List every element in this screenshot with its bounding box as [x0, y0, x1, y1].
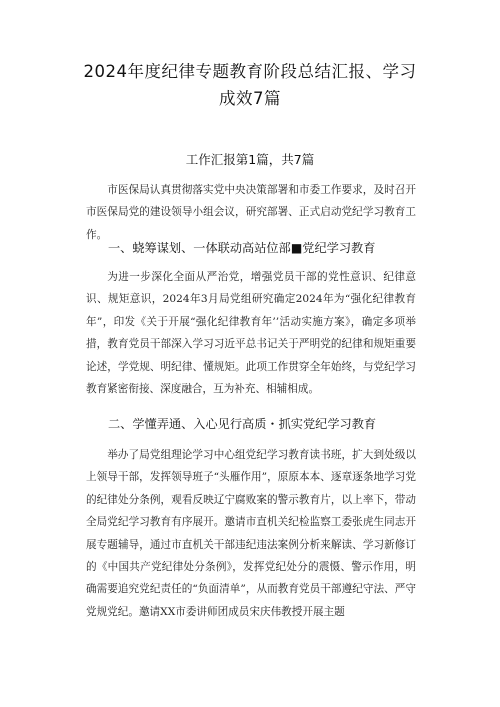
paragraph-2: 为进一步深化全面从严治党，增强党员干部的党性意识、纪律意识、规矩意识，2024年3月局党组研究确定2024年为“强化纪律教育年”，印发《关于开展“强化纪律教育年’’活动实施方案》，确定多项举措，教育党员干部深入学习习近平总书记关于严明党的纪律和规矩重要论述，学党规、明纪律、懂规矩。此项工作贯穿全年始终，与党纪学习教育紧密衔接、深度融合，互为补充、相辅相成。: [86, 271, 416, 396]
section-heading-1: 一、蛲筹谋划、一体联动高站位部■党纪学习教育: [107, 241, 376, 255]
paragraph-1: 市医保局认真贯彻落实党中央决策部署和市委工作要求，及时召开市医保局党的建设领导小组会议，研究部署、正式启动党纪学习教育工作。: [86, 184, 416, 241]
paragraph-3: 举办了局党组理论学习中心组党纪学习教育读书班，扩大到处级以上领导干部，发挥领导班子“头雁作用”，原原本本、逐章逐条地学习党的纪律处分条例，观看反映辽宁腐败案的警示教育片，以上率下，带动全局党纪学习教育有序展开。邀请市直机关纪检监察工委张虎生同志开展专题辅导，通过市直机关干部违纪违法案例分析来解读、学习新修订的《中国共产党纪律处分条例》，发挥党纪处分的震慑、警示作用，明确需要追究党纪责任的“负面清单”，从而教育党员干部遵纪守法、严守党规党纪。邀请XX市委讲师团成员宋庆伟教授开展主题: [86, 449, 416, 618]
section-heading-2: 二、学懂弄通、入心见行高质・抓实党纪学习教育: [107, 417, 377, 431]
document-subtitle: 工作汇报第1篇，共7篇: [185, 152, 315, 167]
document-title: 2024年度纪律专题教育阶段总结汇报、学习成效7篇: [83, 62, 417, 108]
